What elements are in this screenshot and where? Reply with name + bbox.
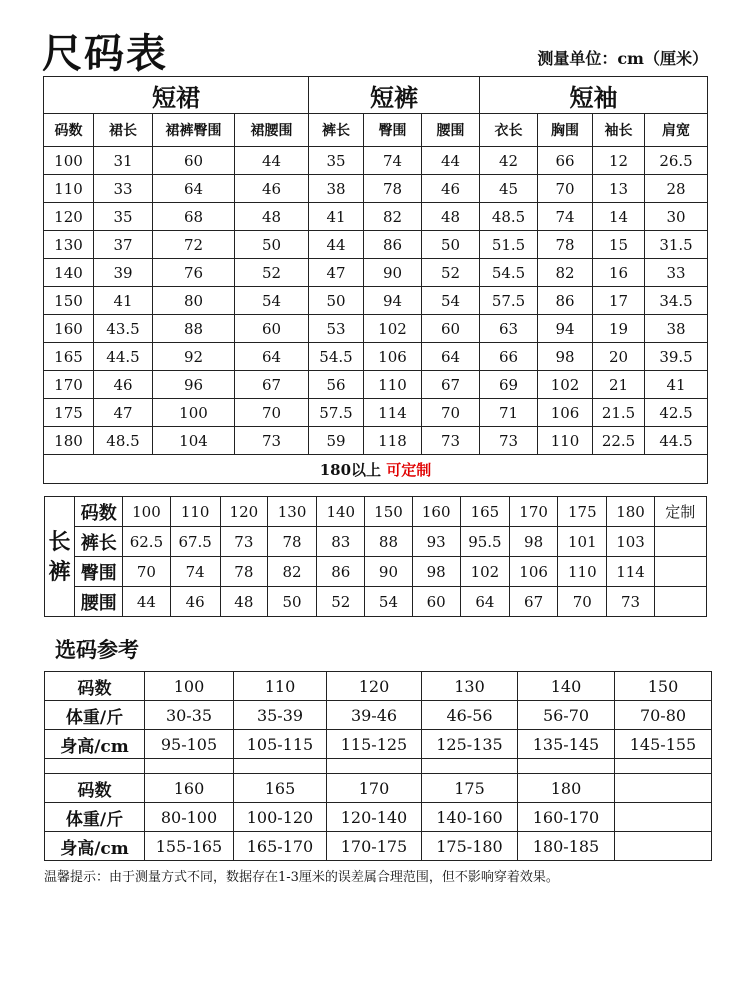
measure-cell: 92 xyxy=(153,343,235,371)
measure-cell: 110 xyxy=(234,672,327,701)
row-label: 裤长 xyxy=(75,527,123,557)
size-cell: 100 xyxy=(44,147,94,175)
measure-cell: 46-56 xyxy=(422,701,518,730)
measure-cell: 47 xyxy=(94,399,153,427)
measure-cell: 82 xyxy=(538,259,593,287)
measure-cell: 54.5 xyxy=(309,343,364,371)
measure-cell: 115-125 xyxy=(327,730,422,759)
measure-cell xyxy=(654,527,706,557)
measure-cell: 120 xyxy=(220,497,267,527)
column-header: 码数 xyxy=(44,114,94,147)
table-row xyxy=(44,371,708,399)
measure-cell: 70 xyxy=(558,587,607,617)
table-row xyxy=(44,315,708,343)
measure-cell: 33 xyxy=(94,175,153,203)
measure-cell: 73 xyxy=(480,427,538,455)
measure-cell: 44 xyxy=(123,587,170,617)
measure-cell: 130 xyxy=(267,497,316,527)
table-row xyxy=(45,803,712,832)
measure-cell: 100 xyxy=(153,399,235,427)
measure-cell: 101 xyxy=(558,527,607,557)
measure-cell: 41 xyxy=(309,203,364,231)
size-cell: 120 xyxy=(44,203,94,231)
group-skirt: 短裙 xyxy=(44,77,309,114)
measure-cell: 44 xyxy=(235,147,309,175)
measure-cell: 30-35 xyxy=(145,701,234,730)
measure-cell: 110 xyxy=(170,497,220,527)
measure-cell: 86 xyxy=(317,557,365,587)
measure-cell: 98 xyxy=(412,557,460,587)
measure-cell: 19 xyxy=(593,315,645,343)
measure-cell: 170 xyxy=(510,497,558,527)
column-header: 肩宽 xyxy=(645,114,708,147)
measure-cell: 180 xyxy=(518,774,615,803)
measure-cell: 48.5 xyxy=(94,427,153,455)
measure-cell: 12 xyxy=(593,147,645,175)
measure-cell: 57.5 xyxy=(480,287,538,315)
measure-cell: 88 xyxy=(153,315,235,343)
measure-cell: 73 xyxy=(607,587,654,617)
measure-cell: 82 xyxy=(267,557,316,587)
column-header: 腰围 xyxy=(422,114,480,147)
measure-cell: 26.5 xyxy=(645,147,708,175)
measure-cell: 74 xyxy=(170,557,220,587)
measure-cell: 56 xyxy=(309,371,364,399)
row-label: 码数 xyxy=(45,672,145,701)
measure-cell: 41 xyxy=(94,287,153,315)
long-pants-table xyxy=(44,496,707,617)
measure-cell: 20 xyxy=(593,343,645,371)
measure-cell: 35-39 xyxy=(234,701,327,730)
measure-cell: 83 xyxy=(317,527,365,557)
measure-cell: 175 xyxy=(558,497,607,527)
measure-cell: 64 xyxy=(460,587,509,617)
measure-cell: 95.5 xyxy=(460,527,509,557)
measure-cell xyxy=(654,557,706,587)
spacer-cell xyxy=(422,759,518,774)
measure-cell: 78 xyxy=(364,175,422,203)
column-header: 裙裤臀围 xyxy=(153,114,235,147)
measure-cell: 30 xyxy=(645,203,708,231)
measure-cell: 74 xyxy=(364,147,422,175)
measure-cell: 44.5 xyxy=(94,343,153,371)
measure-cell: 54 xyxy=(235,287,309,315)
table-row xyxy=(45,730,712,759)
measure-cell: 70 xyxy=(123,557,170,587)
size-cell: 140 xyxy=(44,259,94,287)
measure-cell: 67 xyxy=(510,587,558,617)
measure-cell: 135-145 xyxy=(518,730,615,759)
measure-cell: 140-160 xyxy=(422,803,518,832)
measure-cell: 102 xyxy=(460,557,509,587)
column-header: 衣长 xyxy=(480,114,538,147)
measure-cell: 35 xyxy=(94,203,153,231)
measure-cell: 73 xyxy=(220,527,267,557)
table-row xyxy=(44,203,708,231)
measure-cell: 78 xyxy=(220,557,267,587)
spacer-cell xyxy=(327,759,422,774)
measure-cell: 53 xyxy=(309,315,364,343)
table-row xyxy=(45,701,712,730)
measure-cell: 64 xyxy=(422,343,480,371)
measure-cell: 90 xyxy=(365,557,412,587)
reference-title: 选码参考 xyxy=(55,637,139,662)
measure-cell: 60 xyxy=(153,147,235,175)
measure-cell: 31.5 xyxy=(645,231,708,259)
measure-cell: 140 xyxy=(518,672,615,701)
measure-cell: 13 xyxy=(593,175,645,203)
measure-cell: 56-70 xyxy=(518,701,615,730)
measure-cell: 76 xyxy=(153,259,235,287)
measure-cell: 71 xyxy=(480,399,538,427)
measure-cell: 145-155 xyxy=(615,730,712,759)
measure-cell: 86 xyxy=(538,287,593,315)
row-label: 腰围 xyxy=(75,587,123,617)
measure-cell: 42 xyxy=(480,147,538,175)
measure-cell xyxy=(615,832,712,861)
measure-cell: 160-170 xyxy=(518,803,615,832)
table-row xyxy=(44,399,708,427)
measure-cell: 64 xyxy=(235,343,309,371)
table-row xyxy=(44,175,708,203)
measure-cell: 96 xyxy=(153,371,235,399)
measure-cell: 180-185 xyxy=(518,832,615,861)
measure-cell: 170 xyxy=(327,774,422,803)
measure-cell: 120-140 xyxy=(327,803,422,832)
measure-cell: 34.5 xyxy=(645,287,708,315)
measure-cell: 51.5 xyxy=(480,231,538,259)
measure-cell: 88 xyxy=(365,527,412,557)
table-row xyxy=(45,587,707,617)
measure-cell: 100 xyxy=(145,672,234,701)
measure-cell: 28 xyxy=(645,175,708,203)
measure-cell: 180 xyxy=(607,497,654,527)
measure-cell: 165-170 xyxy=(234,832,327,861)
measure-cell: 103 xyxy=(607,527,654,557)
measure-cell: 44 xyxy=(309,231,364,259)
measure-cell: 50 xyxy=(267,587,316,617)
measure-cell: 90 xyxy=(364,259,422,287)
group-shorts: 短裤 xyxy=(309,77,480,114)
measure-cell: 46 xyxy=(94,371,153,399)
measurement-unit: 测量单位：cm（厘米） xyxy=(537,49,708,68)
measure-cell: 105-115 xyxy=(234,730,327,759)
measure-cell: 42.5 xyxy=(645,399,708,427)
size-cell: 110 xyxy=(44,175,94,203)
measure-cell: 86 xyxy=(364,231,422,259)
row-label: 体重/斤 xyxy=(45,701,145,730)
measure-cell: 106 xyxy=(510,557,558,587)
row-label: 码数 xyxy=(45,774,145,803)
measure-cell: 52 xyxy=(235,259,309,287)
measure-cell xyxy=(654,587,706,617)
measure-cell: 140 xyxy=(317,497,365,527)
measure-cell: 150 xyxy=(365,497,412,527)
measure-cell: 47 xyxy=(309,259,364,287)
measure-cell: 170-175 xyxy=(327,832,422,861)
row-label: 身高/cm xyxy=(45,832,145,861)
measure-cell: 54.5 xyxy=(480,259,538,287)
measure-cell: 98 xyxy=(510,527,558,557)
measure-cell: 54 xyxy=(365,587,412,617)
group-tshirt: 短袖 xyxy=(480,77,708,114)
size-reference-table xyxy=(44,671,712,861)
measure-cell: 118 xyxy=(364,427,422,455)
page-title: 尺码表 xyxy=(42,30,168,77)
measure-cell: 22.5 xyxy=(593,427,645,455)
spacer-cell xyxy=(145,759,234,774)
size-cell: 170 xyxy=(44,371,94,399)
measure-cell xyxy=(615,774,712,803)
column-header: 裙长 xyxy=(94,114,153,147)
row-label: 身高/cm xyxy=(45,730,145,759)
table-row xyxy=(44,287,708,315)
table-row xyxy=(45,497,707,527)
measure-cell: 66 xyxy=(480,343,538,371)
spacer-cell xyxy=(45,759,145,774)
size-table xyxy=(43,76,708,484)
table-row xyxy=(44,259,708,287)
measure-cell: 43.5 xyxy=(94,315,153,343)
measure-cell: 80-100 xyxy=(145,803,234,832)
measure-cell: 39 xyxy=(94,259,153,287)
measure-cell: 67 xyxy=(422,371,480,399)
measure-cell: 150 xyxy=(615,672,712,701)
measure-cell: 38 xyxy=(309,175,364,203)
measure-cell: 48 xyxy=(235,203,309,231)
measure-cell: 98 xyxy=(538,343,593,371)
measure-cell: 165 xyxy=(460,497,509,527)
measure-cell: 80 xyxy=(153,287,235,315)
measure-cell: 175-180 xyxy=(422,832,518,861)
measure-cell: 74 xyxy=(538,203,593,231)
measure-cell: 100 xyxy=(123,497,170,527)
measure-cell: 21.5 xyxy=(593,399,645,427)
measure-cell: 165 xyxy=(234,774,327,803)
size-cell: 160 xyxy=(44,315,94,343)
measure-cell: 44 xyxy=(422,147,480,175)
measure-cell: 48 xyxy=(220,587,267,617)
table-row xyxy=(45,672,712,701)
measure-cell: 50 xyxy=(309,287,364,315)
table-row xyxy=(45,527,707,557)
measure-cell: 31 xyxy=(94,147,153,175)
measure-cell: 70 xyxy=(235,399,309,427)
column-header: 裤长 xyxy=(309,114,364,147)
measure-cell: 39-46 xyxy=(327,701,422,730)
measure-cell: 78 xyxy=(267,527,316,557)
spacer-cell xyxy=(518,759,615,774)
measure-cell: 110 xyxy=(364,371,422,399)
measure-cell: 50 xyxy=(235,231,309,259)
measure-cell: 45 xyxy=(480,175,538,203)
size-cell: 150 xyxy=(44,287,94,315)
measure-cell: 82 xyxy=(364,203,422,231)
table-row xyxy=(44,427,708,455)
measure-cell: 114 xyxy=(364,399,422,427)
size-cell: 130 xyxy=(44,231,94,259)
measure-cell: 66 xyxy=(538,147,593,175)
measure-cell: 37 xyxy=(94,231,153,259)
column-header: 臀围 xyxy=(364,114,422,147)
measure-cell: 94 xyxy=(538,315,593,343)
measure-cell: 160 xyxy=(412,497,460,527)
measure-cell xyxy=(615,803,712,832)
measure-cell: 94 xyxy=(364,287,422,315)
pants-side-label: 长裤 xyxy=(45,497,75,617)
measure-cell: 95-105 xyxy=(145,730,234,759)
table-row xyxy=(45,832,712,861)
custom-note-prefix: 180以上 xyxy=(319,460,382,479)
custom-note xyxy=(44,455,708,484)
row-label: 臀围 xyxy=(75,557,123,587)
measure-cell: 106 xyxy=(364,343,422,371)
measure-cell: 54 xyxy=(422,287,480,315)
measure-cell: 44.5 xyxy=(645,427,708,455)
table-row xyxy=(45,774,712,803)
measure-cell: 104 xyxy=(153,427,235,455)
measure-cell: 67.5 xyxy=(170,527,220,557)
table-row xyxy=(44,343,708,371)
measure-cell: 15 xyxy=(593,231,645,259)
column-header: 胸围 xyxy=(538,114,593,147)
size-cell: 180 xyxy=(44,427,94,455)
measure-cell: 78 xyxy=(538,231,593,259)
row-label: 码数 xyxy=(75,497,123,527)
column-header: 裙腰围 xyxy=(235,114,309,147)
measure-cell: 52 xyxy=(422,259,480,287)
measure-cell: 16 xyxy=(593,259,645,287)
size-cell: 175 xyxy=(44,399,94,427)
measure-cell: 33 xyxy=(645,259,708,287)
measure-cell: 39.5 xyxy=(645,343,708,371)
measure-cell: 63 xyxy=(480,315,538,343)
measure-cell: 67 xyxy=(235,371,309,399)
measure-cell: 73 xyxy=(422,427,480,455)
measure-cell: 70-80 xyxy=(615,701,712,730)
measure-cell: 130 xyxy=(422,672,518,701)
measure-cell: 102 xyxy=(538,371,593,399)
row-label: 体重/斤 xyxy=(45,803,145,832)
measure-cell: 35 xyxy=(309,147,364,175)
measure-cell: 106 xyxy=(538,399,593,427)
measure-cell: 64 xyxy=(153,175,235,203)
measure-cell: 17 xyxy=(593,287,645,315)
measure-cell: 62.5 xyxy=(123,527,170,557)
measure-cell: 93 xyxy=(412,527,460,557)
measure-cell: 72 xyxy=(153,231,235,259)
measure-cell: 160 xyxy=(145,774,234,803)
measure-cell: 48.5 xyxy=(480,203,538,231)
spacer-cell xyxy=(615,759,712,774)
measure-cell: 110 xyxy=(538,427,593,455)
measure-cell: 57.5 xyxy=(309,399,364,427)
measure-cell: 60 xyxy=(235,315,309,343)
size-cell: 165 xyxy=(44,343,94,371)
column-header: 袖长 xyxy=(593,114,645,147)
custom-note-highlight: 可定制 xyxy=(386,460,432,479)
measure-cell: 59 xyxy=(309,427,364,455)
tip-text: 温馨提示：由于测量方式不同，数据存在1-3厘米的误差属合理范围，但不影响穿着效果。 xyxy=(44,870,559,885)
measure-cell: 60 xyxy=(412,587,460,617)
spacer-row xyxy=(45,759,712,774)
spacer-cell xyxy=(234,759,327,774)
measure-cell: 定制 xyxy=(654,497,706,527)
measure-cell: 120 xyxy=(327,672,422,701)
table-row xyxy=(44,147,708,175)
measure-cell: 73 xyxy=(235,427,309,455)
measure-cell: 114 xyxy=(607,557,654,587)
measure-cell: 46 xyxy=(235,175,309,203)
measure-cell: 14 xyxy=(593,203,645,231)
measure-cell: 125-135 xyxy=(422,730,518,759)
measure-cell: 60 xyxy=(422,315,480,343)
measure-cell: 21 xyxy=(593,371,645,399)
measure-cell: 46 xyxy=(170,587,220,617)
measure-cell: 38 xyxy=(645,315,708,343)
measure-cell: 68 xyxy=(153,203,235,231)
measure-cell: 155-165 xyxy=(145,832,234,861)
measure-cell: 41 xyxy=(645,371,708,399)
table-row xyxy=(44,231,708,259)
table-row xyxy=(45,557,707,587)
measure-cell: 70 xyxy=(538,175,593,203)
measure-cell: 46 xyxy=(422,175,480,203)
measure-cell: 52 xyxy=(317,587,365,617)
measure-cell: 48 xyxy=(422,203,480,231)
measure-cell: 100-120 xyxy=(234,803,327,832)
measure-cell: 175 xyxy=(422,774,518,803)
measure-cell: 69 xyxy=(480,371,538,399)
measure-cell: 102 xyxy=(364,315,422,343)
measure-cell: 70 xyxy=(422,399,480,427)
measure-cell: 110 xyxy=(558,557,607,587)
measure-cell: 50 xyxy=(422,231,480,259)
